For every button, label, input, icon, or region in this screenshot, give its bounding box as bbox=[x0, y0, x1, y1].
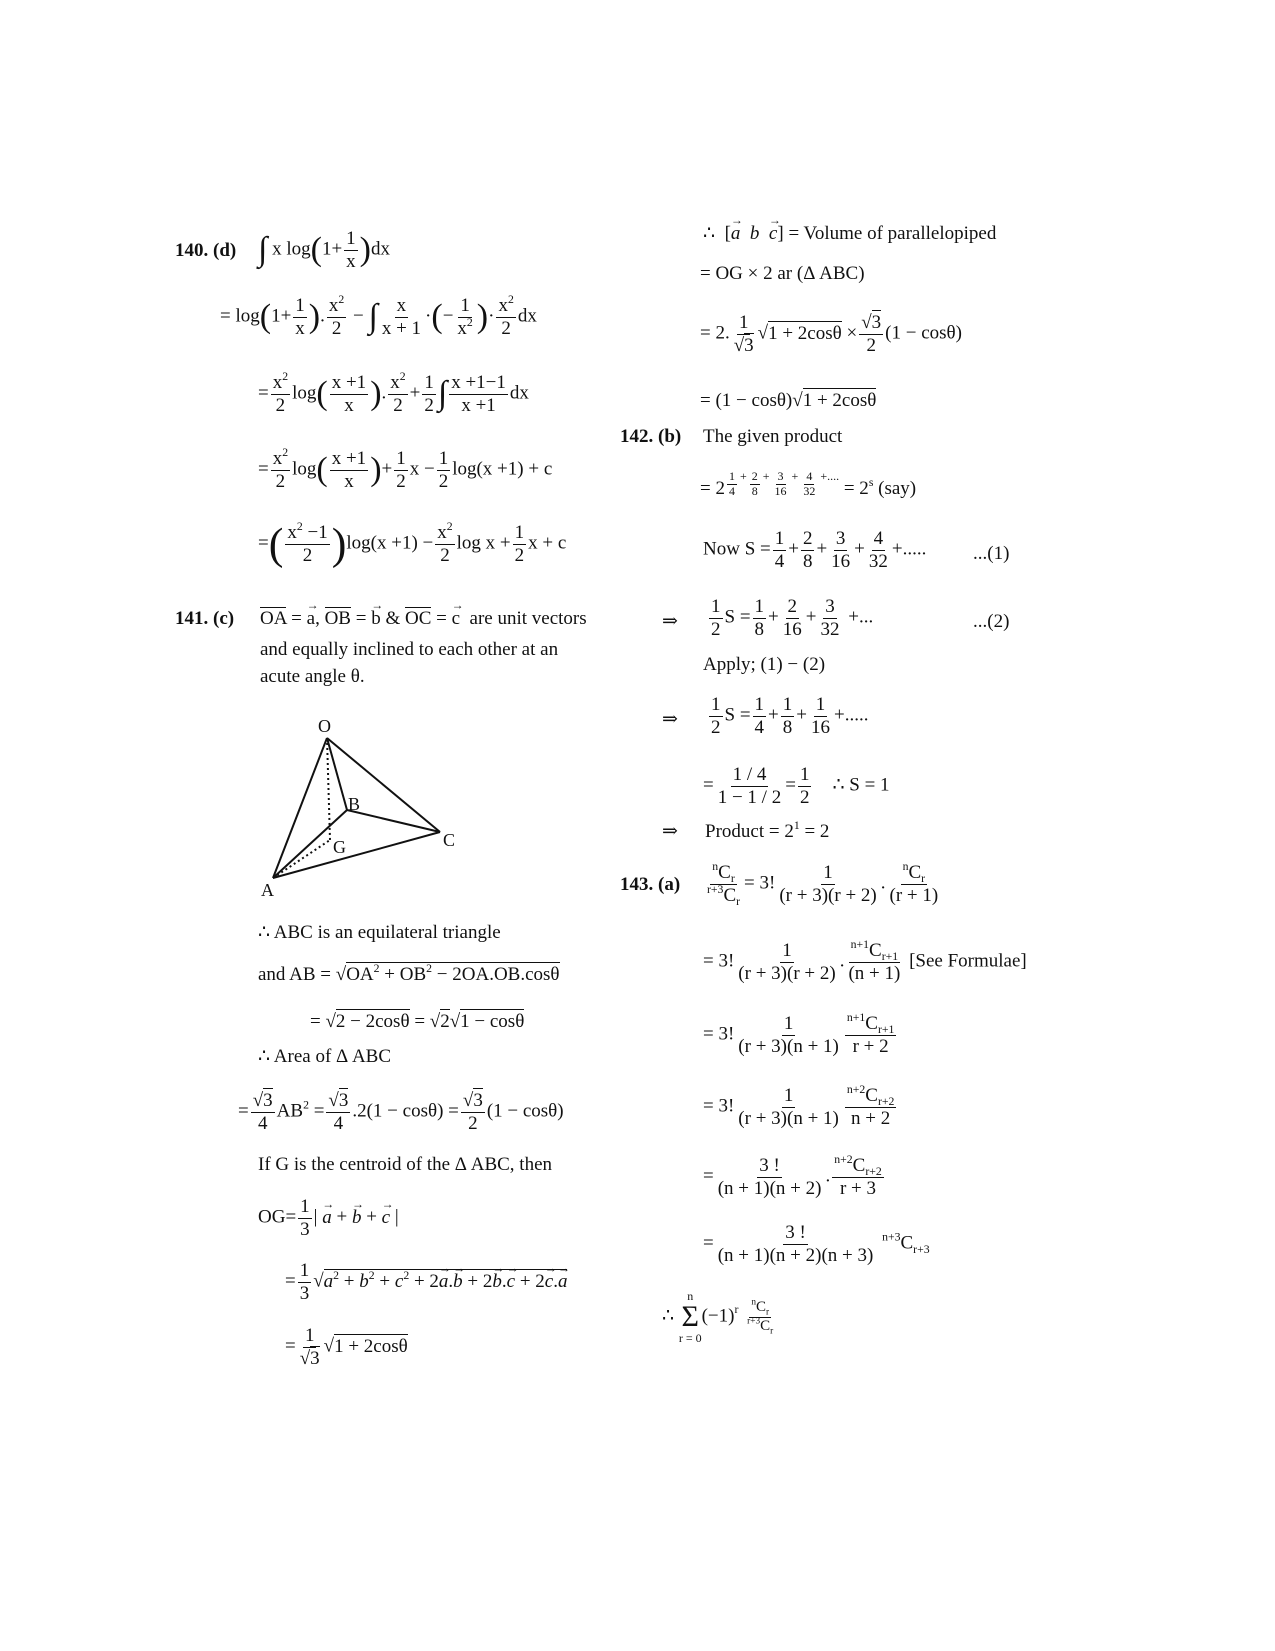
q141-og1: OG= $\frac{1}{3}$ | → a + → b + → c | bbox=[258, 1196, 399, 1241]
q141-area-label: ∴ Area of Δ ABC bbox=[258, 1046, 392, 1067]
q141-intro-line3: acute angle θ. bbox=[260, 666, 365, 687]
q143-l7: ∴ n Σ r = 0 $(-1)^r$ $\frac{^nC_r}{^{r+3}C_r}$ bbox=[662, 1289, 774, 1345]
edge-oa bbox=[273, 738, 327, 878]
q141-label: 141. (c) bbox=[175, 608, 235, 629]
q141-centroid-text: If G is the centroid of the Δ ABC, then bbox=[258, 1154, 552, 1175]
q141-intro-vectors: OA = → a, OB = → b & OC = → c are unit vectors bbox=[260, 609, 587, 628]
q141-og2: = $\frac{1}{3}$ $√a^2 + b^2 + c^2 + 2\to a.\to b + 2\to b.\to c + 2\to c.\to a$ bbox=[285, 1260, 567, 1305]
implies-arrow-2: ⇒ bbox=[662, 709, 678, 730]
q142-p2: Now S = $\frac{1}{4}$ + $\frac{2}{8}$ + $\frac{3}{16}$ + $\frac{4}{32}$ +..... bbox=[703, 528, 927, 572]
q143-l4: = 3! $\frac{1}{(r + 3)(n + 1)}$ $\frac{^{n+2}C_{r+2}}{n + 2}$ bbox=[703, 1082, 895, 1129]
q143-l3: = 3! $\frac{1}{(r + 3)(n + 1)}$ $\frac{^{n+1}C_{r+1}}{r + 2}$ bbox=[703, 1010, 895, 1057]
q140-step2: = $\frac{x^2}{2}$ log( $\frac{x +1}{x}$ ). $\frac{x^2}{2}$ + $\frac{1}{2}$ ∫ $\frac{x +1-1}{x +1}$ dx bbox=[258, 369, 529, 416]
q142-p3: $\frac{1}{2}$ S = $\frac{1}{8}$ + $\frac{2}{16}$ + $\frac{3}{32}$ +... bbox=[711, 596, 874, 640]
label-a: A bbox=[261, 880, 274, 900]
q141-intro-line2: and equally inclined to each other at an bbox=[260, 639, 559, 660]
edge-ag-dotted bbox=[273, 840, 330, 878]
q141-vol1: = OG × 2 ar (Δ ABC) bbox=[700, 263, 865, 284]
edge-og-dotted bbox=[327, 738, 330, 840]
q143-label: 143. (a) bbox=[620, 874, 681, 895]
q141-area-formula: = $\frac{√3}{4}$ $AB^2$ = $\frac{√3}{4}$ .2(1 − cosθ) = $\frac{√3}{2}$ (1 − cosθ) bbox=[238, 1090, 564, 1134]
q142-p3-tag: ...(2) bbox=[973, 611, 1010, 632]
q140-integral: ∫ x log(1+ $\frac{1}{x}$ )dx bbox=[258, 228, 390, 272]
label-b: B bbox=[348, 794, 361, 814]
q141-vol2: = 2. $\frac{1}{√3}$ √1 + 2cosθ × $\frac{√3}{2}$ (1 − cosθ) bbox=[700, 312, 962, 356]
q141-intro-line1: are unit vectors bbox=[469, 608, 587, 629]
q142-p5: = $\frac{1 / 4}{1 - 1 / 2}$ = $\frac{1}{2}$ ∴ S = 1 bbox=[703, 764, 890, 808]
q143-l1: $\frac{^nC_r}{^{r+3}C_r}$ = 3! $\frac{1}{(r + 3)(r + 2)}$ . $\frac{^nC_r}{(r + 1)}$ bbox=[707, 859, 939, 908]
q142-given: The given product bbox=[703, 426, 843, 447]
q141-vol3: = (1 − cosθ)√1 + 2cosθ bbox=[700, 390, 877, 411]
q142-p4: $\frac{1}{2}$ S = $\frac{1}{4}$ + $\frac{1}{8}$ + $\frac{1}{16}$ +..... bbox=[711, 694, 869, 738]
q140-label: 140. (d) bbox=[175, 240, 237, 261]
label-o: O bbox=[318, 716, 331, 736]
q142-p2-tag: ...(1) bbox=[973, 543, 1010, 564]
q142-p1: = 2 $\frac{1}{4}$ + $\frac{2}{8}$ + $\frac{3}{16}$ + $\frac{4}{32}$ +.... = $2^s$ (say) bbox=[700, 469, 917, 499]
q141-volume: ∴ [→ a b → c] = Volume of parallelopiped bbox=[703, 224, 996, 243]
q141-ab-line: and AB = $√OA^2 + OB^2 - 2OA.OB.\cos\theta$ bbox=[258, 961, 560, 985]
q143-l2: = 3! $\frac{1}{(r + 3)(r + 2)}$ . $\frac{^{n+1}C_{r+1}}{(n + 1)}$ [See Formulae] bbox=[703, 937, 1027, 984]
label-c: C bbox=[443, 830, 456, 850]
tetrahedron-figure bbox=[255, 710, 475, 900]
q141-og3: = $\frac{1}{√3}$ √1 + 2cosθ bbox=[285, 1325, 408, 1369]
q143-l5: = $\frac{3 !}{(n + 1)(n + 2)}$ . $\frac{^{n+2}C_{r+2}}{r + 3}$ bbox=[703, 1152, 882, 1199]
q142-apply: Apply; (1) − (2) bbox=[703, 654, 826, 675]
label-g: G bbox=[333, 837, 346, 857]
q143-l2-note: [See Formulae] bbox=[909, 950, 1027, 972]
q140-step1: = log(1+ $\frac{1}{x}$ ). $\frac{x^2}{2}$ − ∫ $\frac{x}{x + 1}$ ·(− $\frac{1}{x^2}$ )· $\frac{x^2}{2}$ dx bbox=[220, 292, 537, 339]
q142-p6: Product = $2^1 = 2$ bbox=[705, 818, 830, 842]
q140-step3: = $\frac{x^2}{2}$ log( $\frac{x +1}{x}$ )+ $\frac{1}{2}$ x − $\frac{1}{2}$ log(x +1) + c bbox=[258, 445, 553, 492]
q142-label: 142. (b) bbox=[620, 426, 682, 447]
implies-arrow-1: ⇒ bbox=[662, 611, 678, 632]
q141-abc-equilateral: ∴ ABC is an equilateral triangle bbox=[258, 922, 501, 943]
q143-l6: = $\frac{3 !}{(n + 1)(n + 2)(n + 3)}$ $^{n+3}C_{r+3}$ bbox=[703, 1222, 930, 1266]
edge-ob bbox=[327, 738, 347, 810]
implies-arrow-3: ⇒ bbox=[662, 821, 678, 842]
q140-step4: =( $\frac{x^2 -1}{2}$ )log(x +1) − $\frac{x^2}{2}$ log x + $\frac{1}{2}$ x + c bbox=[258, 519, 567, 569]
q141-ab-simplified: = √2 − 2cosθ = √2√1 − cosθ bbox=[310, 1011, 525, 1032]
